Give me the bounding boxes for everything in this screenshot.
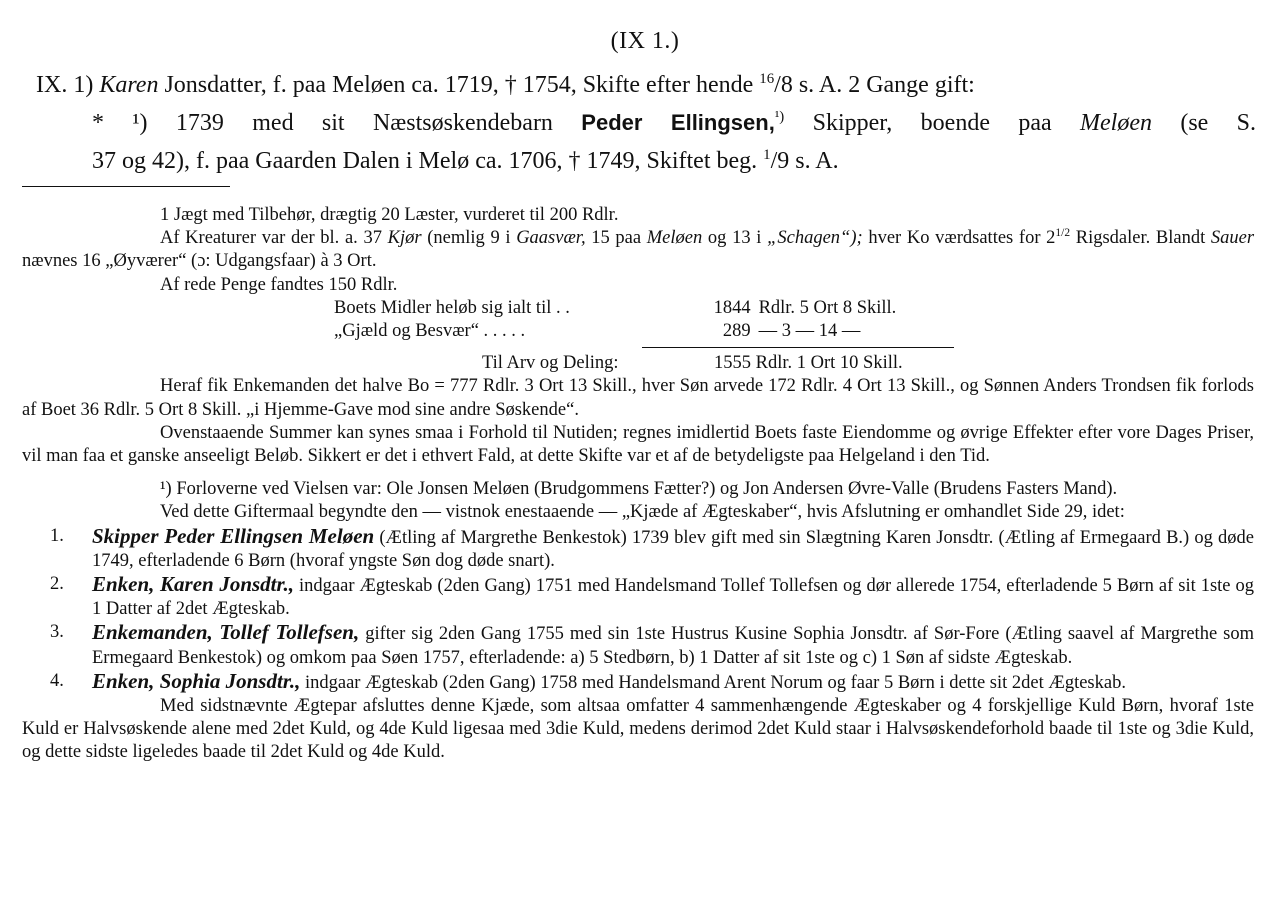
note-text: Af Kreaturer var der bl. a. 37 bbox=[160, 228, 382, 249]
table-row bbox=[334, 320, 956, 343]
fraction: 1/2 bbox=[1055, 227, 1071, 240]
row-units: Rdlr. 5 Ort 8 Skill. bbox=[758, 297, 897, 318]
item-text bbox=[92, 573, 1254, 621]
entry-text: (se S. bbox=[1180, 110, 1257, 136]
note-text: og 13 i bbox=[707, 228, 762, 249]
note-paragraph: Heraf fik Enkemanden det halve Bo = 777 Rdlr. 3 Ort 13 Skill., hver Søn arvede 172 Rdlr. 4 Ort 13 Skill., og Sønnen Anders Trondsen fik forlods af Boet 36 Rdlr. 5 Ort 8 Skill. „i Hjemme-Gave mod sine andre Søskende“. bbox=[22, 376, 1254, 420]
item-lead: Skipper Peder Ellingsen Meløen bbox=[92, 523, 375, 548]
note-italic: Meløen bbox=[646, 228, 703, 249]
item-number: 4. bbox=[50, 670, 64, 691]
note-text: (nemlig 9 i bbox=[427, 228, 511, 249]
list-item bbox=[22, 525, 1254, 573]
row-value: 289 bbox=[722, 321, 751, 341]
item-body: indgaar Ægteskab (2den Gang) 1751 med Handelsmand Tollef Tollefsen og dør allerede 1754, efterladende 5 Børn af sit 1ste og 1 Datter af 2det Ægteskab. bbox=[92, 576, 1254, 620]
note-italic: Sauer bbox=[1210, 228, 1255, 249]
entry-text: /9 s. A. bbox=[770, 148, 839, 174]
entry-line-1 bbox=[36, 66, 1256, 104]
item-lead: Enkemanden, Tollef Tollefsen, bbox=[92, 620, 360, 645]
spouse-name: Peder Ellingsen, bbox=[581, 110, 775, 135]
estate-table bbox=[334, 297, 956, 343]
note-paragraph: Ovenstaaende Summer kan synes smaa i Forhold til Nutiden; regnes imidlertid Boets faste Eiendomme og øvrige Effekter efter vore Dages Priser, vil man faa et ganske anseeligt Beløb. Sikkert er det i ethvert Fald, at dette Skifte var et af de betydeligste paa Helgeland i den Tid. bbox=[22, 422, 1254, 466]
item-lead: Enken, Sophia Jonsdtr., bbox=[92, 668, 301, 693]
entry-text: 37 og 42), f. paa Gaarden Dalen i Melø ca. 1706, † 1749, Skiftet beg. bbox=[92, 148, 758, 174]
note-paragraph: Af rede Penge fandtes 150 Rdlr. bbox=[160, 274, 398, 295]
item-body: gifter sig 2den Gang 1755 med sin 1ste Hustrus Kusine Sophia Jonsdtr. af Sør-Fore (Ætling saavel af Margrethe som Ermegaard Benkestok) og omkom paa Søen 1757, efterladende: a) 5 Stedbørn, b) 1 Datter af sit 1ste og c) 1 Søn af sidste Ægteskab. bbox=[92, 624, 1254, 668]
note-italic: „Schagen“); bbox=[767, 228, 863, 249]
entry-text: * ¹) 1739 med sit Næstsøskendebarn bbox=[92, 110, 553, 136]
note-paragraph bbox=[22, 227, 1254, 273]
table-total bbox=[482, 352, 1254, 375]
item-text bbox=[92, 525, 1254, 573]
row-label: Boets Midler heløb sig ialt til . . bbox=[334, 297, 570, 318]
note-text: 15 paa bbox=[591, 228, 642, 249]
list-item bbox=[22, 621, 1254, 669]
note-text: hver Ko bbox=[868, 228, 930, 249]
separator-rule bbox=[22, 186, 230, 187]
item-body: (Ætling af Margrethe Benkestok) 1739 blev gift med sin Slægtning Karen Jonsdtr. (Ætling af Ermegaard B.) og døde 1749, efterladende 6 Børn (hvoraf yngste Søn dog døde snart). bbox=[92, 527, 1254, 571]
note-text: værdsattes for 2 bbox=[935, 228, 1056, 249]
list-item bbox=[22, 573, 1254, 621]
date-superscript: 16 bbox=[759, 71, 775, 87]
item-lead: Enken, Karen Jonsdtr., bbox=[92, 572, 295, 596]
total-label: Til Arv og Deling: bbox=[482, 353, 619, 374]
entry-name: Karen bbox=[99, 72, 159, 98]
item-number: 1. bbox=[50, 525, 64, 546]
table-row bbox=[334, 297, 956, 320]
entry-text: /8 s. A. 2 Gange gift: bbox=[774, 72, 975, 98]
date-superscript: 1 bbox=[763, 147, 771, 163]
note-italic: Gaasvær, bbox=[516, 228, 586, 249]
entry-text: Jonsdatter, f. paa Meløen ca. 1719, † 1754, Skifte efter hende bbox=[164, 72, 754, 98]
page-header: (IX 1.) bbox=[610, 28, 680, 54]
row-label: „Gjæld og Besvær“ . . . . . bbox=[334, 321, 526, 341]
row-value: 1844 bbox=[713, 297, 751, 318]
entry-line-3 bbox=[36, 142, 1256, 180]
note-text: nævnes 16 „Øyværer“ (ɔ: Udgangsfaar) à 3 Ort. bbox=[22, 251, 377, 272]
item-body: indgaar Ægteskab (2den Gang) 1758 med Handelsmand Arent Norum og faar 5 Børn i dette sit 2det Ægteskab. bbox=[304, 672, 1126, 693]
row-units: — 3 — 14 — bbox=[758, 321, 861, 341]
item-text bbox=[92, 670, 1254, 695]
item-text bbox=[92, 621, 1254, 669]
entry-number: IX. 1) bbox=[36, 72, 94, 98]
note-paragraph: Ved dette Giftermaal begyndte den — vistnok enestaaende — „Kjæde af Ægteskaber“, hvis Afslutning er omhandlet Side 29, idet: bbox=[160, 502, 1125, 523]
note-italic: Kjør bbox=[387, 228, 422, 249]
note-text: Rigsdaler. Blandt bbox=[1075, 228, 1206, 249]
footnote: ¹) Forloverne ved Vielsen var: Ole Jonsen Meløen (Brudgommens Fætter?) og Jon Andersen Øvre-Valle (Brudens Fasters Mand). bbox=[160, 479, 1118, 500]
footnote-marker: ¹) bbox=[774, 109, 785, 125]
notes-section bbox=[22, 204, 1254, 765]
place-name: Meløen bbox=[1080, 110, 1152, 136]
list-item bbox=[22, 670, 1254, 695]
total-value: 1555 Rdlr. 1 Ort 10 Skill. bbox=[714, 353, 903, 374]
genealogy-entry bbox=[36, 66, 1256, 180]
item-number: 2. bbox=[50, 574, 64, 594]
note-paragraph: Med sidstnævnte Ægtepar afsluttes denne Kjæde, som altsaa omfatter 4 sammenhængende Ægteskaber og 4 forskjellige Kuld Børn, hvoraf 1ste Kuld er Halvsøskende alene med 2det Kuld, og 4de Kuld ligesaa med 3die Kuld, medens derimod 2det Kuld staar i Halvsøskendeforhold baade til 1ste og 3die Kuld, og dette sidste ligeledes baade til 2det Kuld og 4de Kuld. bbox=[22, 696, 1254, 763]
entry-text: Skipper, boende paa bbox=[812, 110, 1052, 136]
item-number: 3. bbox=[50, 622, 64, 643]
entry-line-2 bbox=[36, 104, 1256, 142]
note-paragraph: 1 Jægt med Tilbehør, drægtig 20 Læster, vurderet til 200 Rdlr. bbox=[160, 205, 619, 225]
